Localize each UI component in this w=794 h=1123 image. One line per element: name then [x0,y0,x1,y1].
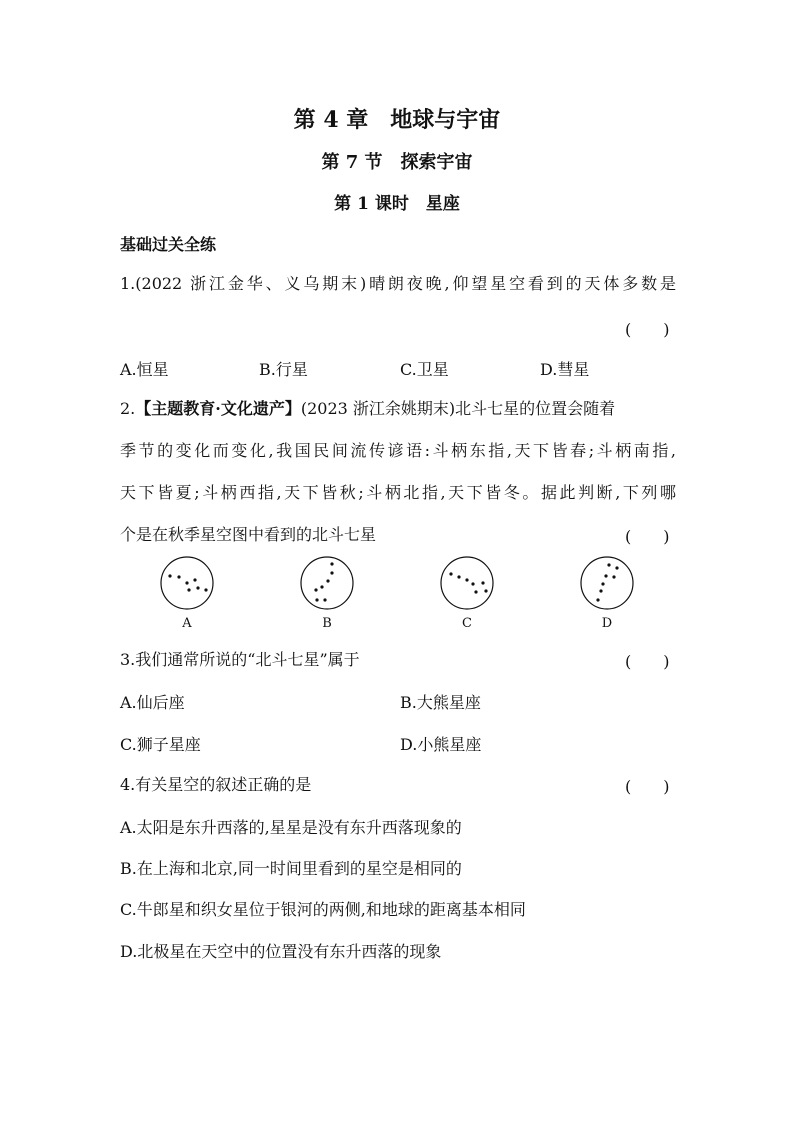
q2-stem-line3: 天下皆夏;斗柄西指,天下皆秋;斗柄北指,天下皆冬。据此判断,下列哪 [120,483,676,502]
q4-option-b: B.在上海和北京,同一时间里看到的星空是相同的 [120,859,462,878]
dipper-option-b [301,557,353,609]
q2-line1-rest: (2023 浙江余姚期末)北斗七星的位置会随着 [300,399,616,418]
q1-answer-paren: ( ) [625,320,670,339]
q3-answer-paren: ( ) [625,652,670,671]
figure-label-b: B [322,616,332,631]
q1-option-a: A.恒星 [120,360,169,379]
practice-heading: 基础过关全练 [120,235,217,254]
q1-option-c: C.卫星 [400,360,449,379]
section-title: 第 7 节 探索宇宙 [321,152,473,173]
q3-stem: 3.我们通常所说的“北斗七星”属于 [120,650,360,669]
q4-option-d: D.北极星在天空中的位置没有东升西落的现象 [120,942,442,961]
big-dipper-figure [150,556,650,640]
q2-stem-line4: 个是在秋季星空图中看到的北斗七星 [120,525,377,544]
q2-stem-line2: 季节的变化而变化,我国民间流传谚语:斗柄东指,天下皆春;斗柄南指, [120,441,676,460]
q1-option-d: D.彗星 [540,360,590,379]
figure-label-a: A [182,616,192,631]
q4-option-a: A.太阳是东升西落的,星星是没有东升西落现象的 [120,818,462,837]
q2-stem-line1 [120,398,676,420]
q3-option-d: D.小熊星座 [400,735,482,754]
dipper-option-c [441,557,493,609]
chapter-title: 第 4 章 地球与宇宙 [293,107,501,133]
figure-label-c: C [462,616,472,631]
q1-option-b: B.行星 [259,360,308,379]
figure-label-d: D [601,616,613,631]
q1-stem: 1.(2022 浙江金华、义乌期末)晴朗夜晚,仰望星空看到的天体多数是 [120,274,676,293]
q4-stem: 4.有关星空的叙述正确的是 [120,775,312,794]
q2-number: 2. [120,399,136,418]
dipper-option-a [161,557,213,609]
q3-option-b: B.大熊星座 [400,693,481,712]
q2-answer-paren: ( ) [625,527,670,546]
dipper-option-d [581,557,633,609]
q4-option-c: C.牛郎星和织女星位于银河的两侧,和地球的距离基本相同 [120,900,526,919]
q3-option-c: C.狮子星座 [120,735,201,754]
q3-option-a: A.仙后座 [120,693,185,712]
q2-tag: 【主题教育·文化遗产】 [135,399,301,418]
q4-answer-paren: ( ) [625,777,670,796]
lesson-title: 第 1 课时 星座 [334,194,460,214]
